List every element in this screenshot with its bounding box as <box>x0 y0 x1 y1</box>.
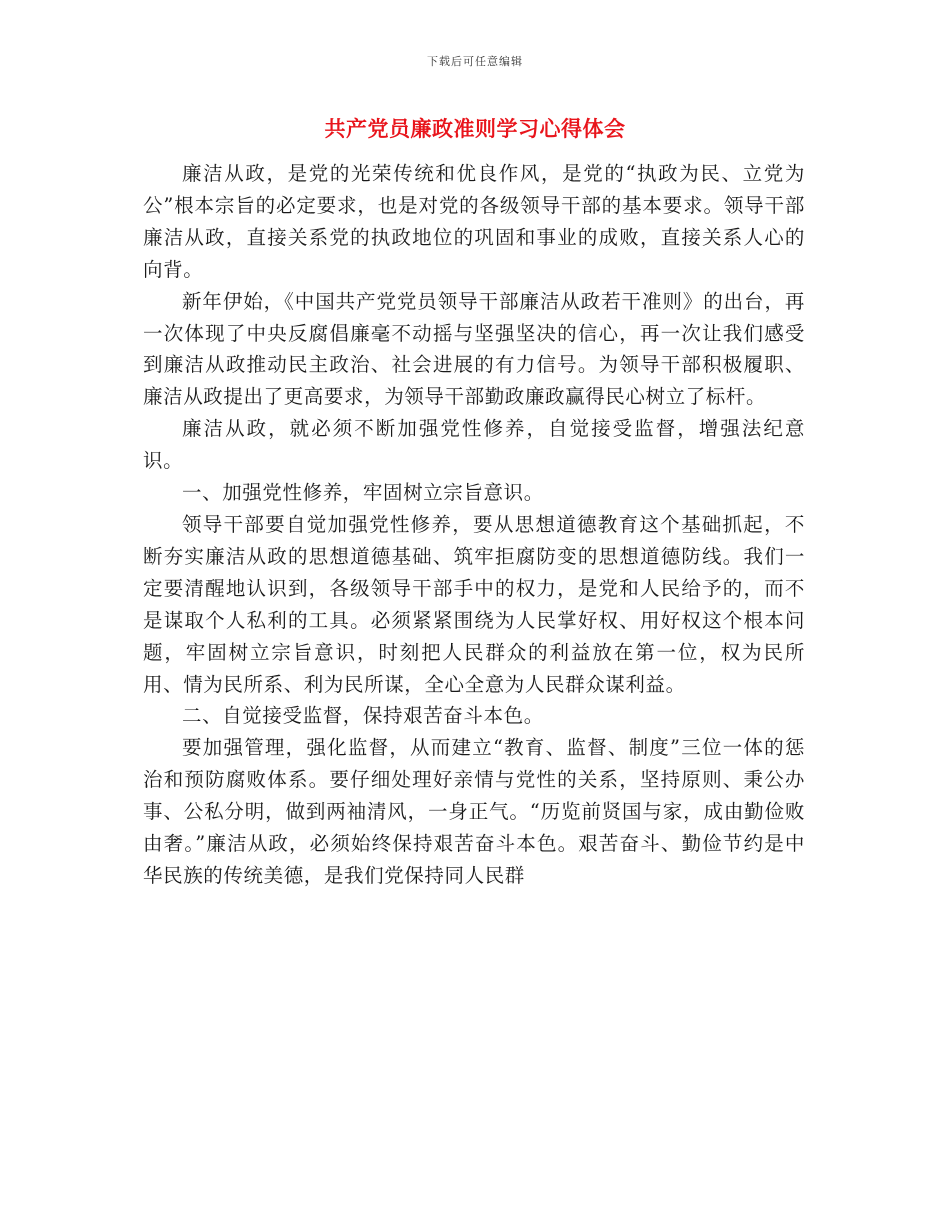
paragraph-supervision: 要加强管理，强化监督，从而建立“教育、监督、制度”三位一体的惩治和预防腐败体系。要仔细处理好亲情与党性的关系，坚持原则、秉公办事、公私分明，做到两袖清风，一身正气。“历览前贤国与家，成由勤俭败由奢。”廉洁从政，必须始终保持艰苦奋斗本色。艰苦奋斗、勤俭节约是中华民族的传统美德，是我们党保持同人民群 <box>143 736 805 887</box>
paragraph-requirements: 廉洁从政，就必须不断加强党性修养，自觉接受监督，增强法纪意识。 <box>143 417 805 473</box>
document-title: 共产党员廉政准则学习心得体会 <box>324 117 626 141</box>
paragraph-party-spirit: 领导干部要自觉加强党性修养，要从思想道德教育这个基础抓起，不断夯实廉洁从政的思想道德基础、筑牢拒腐防变的思想道德防线。我们一定要清醒地认识到，各级领导干部手中的权力，是党和人民给予的，而不是谋取个人私利的工具。必须紧紧围绕为人民掌好权、用好权这个根本问题，牢固树立宗旨意识，时刻把人民群众的利益放在第一位，权为民所用、情为民所系、利为民所谋，全心全意为人民群众谋利益。 <box>143 512 805 696</box>
section-heading-2: 二、自觉接受监督，保持艰苦奋斗本色。 <box>182 704 544 728</box>
paragraph-intro: 廉洁从政，是党的光荣传统和优良作风，是党的“执政为民、立党为公”根本宗旨的必定要求，也是对党的各级领导干部的基本要求。领导干部廉洁从政，直接关系党的执政地位的巩固和事业的成败，直接关系人心的向背。 <box>143 162 805 281</box>
document-body <box>143 158 805 892</box>
section-heading-1: 一、加强党性修养，牢固树立宗旨意识。 <box>182 481 544 505</box>
header-note: 下载后可任意编辑 <box>427 55 523 68</box>
paragraph-new-year: 新年伊始，《中国共产党党员领导干部廉洁从政若干准则》的出台，再一次体现了中央反腐倡廉毫不动摇与坚强坚决的信心，再一次让我们感受到廉洁从政推动民主政治、社会进展的有力信号。为领导干部积极履职、廉洁从政提出了更高要求，为领导干部勤政廉政赢得民心树立了标杆。 <box>143 289 805 409</box>
